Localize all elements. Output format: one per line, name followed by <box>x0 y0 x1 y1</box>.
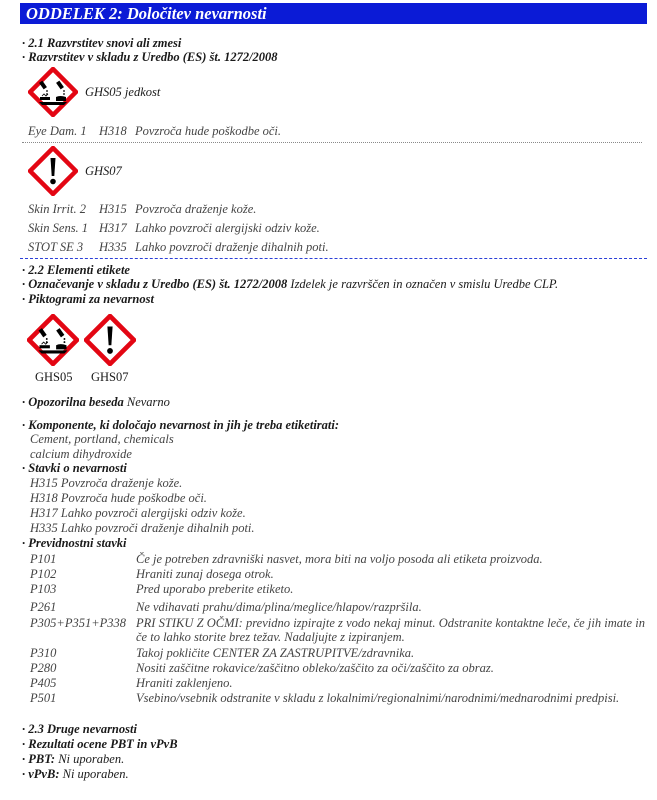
vpvb-line <box>22 767 129 781</box>
precaution-code: P501 <box>30 691 57 705</box>
pictograms-heading: · Piktogrami za nevarnost <box>22 292 154 306</box>
precaution-code: P405 <box>30 676 57 690</box>
precaution-code: P305+P351+P338 <box>30 616 127 630</box>
signal-word-label: · Opozorilna beseda <box>22 395 124 409</box>
precaution-text: Hraniti zaklenjeno. <box>136 676 233 690</box>
hazard-statement: H315 Povzroča draženje kože. <box>30 476 183 490</box>
pbt-line <box>22 752 124 766</box>
hazard-statement: H335 Lahko povzroči draženje dihalnih poti. <box>30 521 255 535</box>
labeling-bold: · Označevanje v skladu z Uredbo (ES) št. 1272/2008 <box>22 277 288 291</box>
stot-h: H335 <box>99 240 127 254</box>
ghs07-pictogram-icon <box>84 314 136 366</box>
classification-regulation: · Razvrstitev v skladu z Uredbo (ES) št. 1272/2008 <box>22 50 278 64</box>
precaution-text: Če je potreben zdravniški nasvet, mora biti na voljo posoda ali etiketa proizvoda. <box>136 552 543 566</box>
dashed-divider <box>20 258 647 259</box>
stot-code: STOT SE 3 <box>28 240 84 254</box>
precaution-code: P310 <box>30 646 57 660</box>
precaution-text: PRI STIKU Z OČMI: previdno izpirajte z vodo nekaj minut. Odstranite kontaktne leče, če jih imate in če to lahko storite brez težav. Nadaljujte z izpiranjem. <box>136 616 645 644</box>
hazard-statement: H317 Lahko povzroči alergijski odziv kože. <box>30 506 246 520</box>
component-item: calcium dihydroxide <box>30 447 132 461</box>
vpvb-value: Ni uporaben. <box>62 767 129 781</box>
pbt-assessment-heading: · Rezultati ocene PBT in vPvB <box>22 737 178 751</box>
stot-text: Lahko povzroči draženje dihalnih poti. <box>135 240 329 254</box>
skin-sens-text: Lahko povzroči alergijski odziv kože. <box>135 221 320 235</box>
labeling-text: Izdelek je razvrščen in označen v smislu Uredbe CLP. <box>290 277 559 291</box>
precaution-text: Nositi zaščitne rokavice/zaščitno obleko/zaščito za oči/zaščito za obraz. <box>136 661 494 675</box>
precaution-code: P103 <box>30 582 57 596</box>
signal-word-line <box>22 395 170 409</box>
ghs05-pictogram-icon <box>27 314 79 366</box>
vpvb-label: · vPvB: <box>22 767 60 781</box>
precaution-text: Pred uporabo preberite etiketo. <box>136 582 294 596</box>
signal-word-value: Nevarno <box>126 395 170 409</box>
precaution-text: Takoj pokličite CENTER ZA ZASTRUPITVE/zdravnika. <box>136 646 415 660</box>
dotted-divider <box>22 142 642 143</box>
precautionary-heading: · Previdnostni stavki <box>22 536 127 550</box>
skin-irrit-h: H315 <box>99 202 127 216</box>
component-item: Cement, portland, chemicals <box>30 432 174 446</box>
precaution-code: P101 <box>30 552 57 566</box>
skin-irrit-code: Skin Irrit. 2 <box>28 202 86 216</box>
pbt-label: · PBT: <box>22 752 56 766</box>
pbt-value: Ni uporaben. <box>58 752 125 766</box>
pictogram-ghs05-caption: GHS05 <box>35 370 73 384</box>
section-2-2-heading: · 2.2 Elementi etikete <box>22 263 130 277</box>
pictogram-ghs07-caption: GHS07 <box>91 370 129 384</box>
precaution-code: P261 <box>30 600 57 614</box>
section-header: ODDELEK 2: Določitev nevarnosti <box>20 3 647 24</box>
labeling-line <box>22 277 558 291</box>
precaution-code: P102 <box>30 567 57 581</box>
ghs05-corrosion-icon <box>28 67 78 117</box>
components-heading: · Komponente, ki določajo nevarnost in jih je treba etiketirati: <box>22 418 340 432</box>
hazard-statement: H318 Povzroča hude poškodbe oči. <box>30 491 207 505</box>
precaution-text: Vsebino/vsebnik odstranite v skladu z lokalnimi/regionalnimi/narodnimi/mednarodnimi predpisi. <box>136 691 620 705</box>
skin-irrit-text: Povzroča draženje kože. <box>135 202 257 216</box>
precaution-text: Ne vdihavati prahu/dima/plina/meglice/hlapov/razpršila. <box>136 600 422 614</box>
skin-sens-h: H317 <box>99 221 127 235</box>
section-2-3-heading: · 2.3 Druge nevarnosti <box>22 722 137 736</box>
eye-dam-h: H318 <box>99 124 127 138</box>
ghs05-label: GHS05 jedkost <box>85 85 161 99</box>
precaution-code: P280 <box>30 661 57 675</box>
hazard-statements-heading: · Stavki o nevarnosti <box>22 461 127 475</box>
ghs07-label: GHS07 <box>85 164 122 178</box>
precaution-text: Hraniti zunaj dosega otrok. <box>136 567 274 581</box>
eye-dam-text: Povzroča hude poškodbe oči. <box>135 124 282 138</box>
section-2-1-heading: · 2.1 Razvrstitev snovi ali zmesi <box>22 36 182 50</box>
skin-sens-code: Skin Sens. 1 <box>28 221 89 235</box>
ghs07-exclamation-icon <box>28 146 78 196</box>
eye-dam-code: Eye Dam. 1 <box>28 124 87 138</box>
